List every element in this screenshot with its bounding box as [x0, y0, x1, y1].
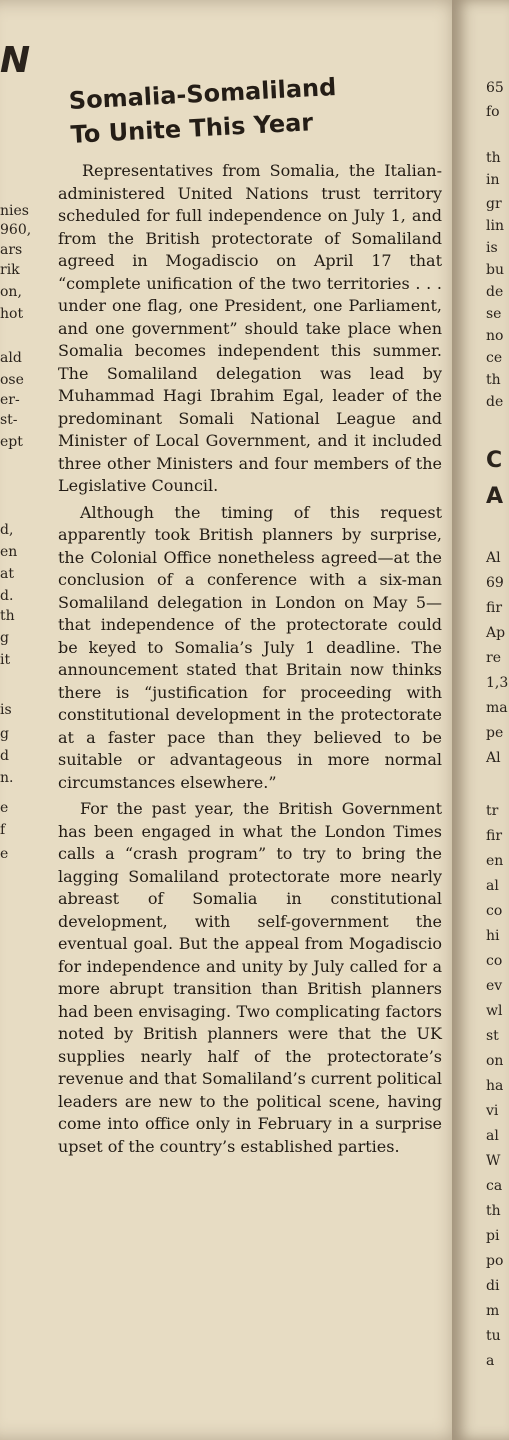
right-fragment-line: no [486, 328, 504, 344]
left-fragment-line: ose [0, 372, 24, 388]
right-fragment-line: en [486, 853, 504, 869]
right-fragment-line: gr [486, 196, 502, 212]
right-fragment-line: ev [486, 978, 503, 994]
right-fragment-line: de [486, 284, 504, 300]
left-fragment-line: d. [0, 588, 14, 604]
headline-line-2: To Unite This Year [69, 108, 314, 149]
right-fragment-line: 1,3 [486, 675, 509, 691]
left-fragment-line: 960, [0, 222, 32, 238]
right-fragment-line: 69 [486, 575, 504, 591]
left-fragment-line: n. [0, 770, 14, 786]
headline-line-1: Somalia-Somaliland [68, 72, 337, 115]
right-fragment-line: ma [486, 700, 508, 716]
right-fragment-line: bu [486, 262, 504, 278]
right-fragment-line: Al [486, 750, 501, 766]
right-page [452, 0, 509, 1440]
left-fragment-line: on, [0, 284, 22, 300]
right-fragment-line: st [486, 1028, 499, 1044]
right-fragment-line: lin [486, 218, 504, 234]
left-fragment-line: d, [0, 522, 14, 538]
left-fragment-line: e [0, 846, 9, 862]
left-fragment-line: nies [0, 203, 29, 219]
right-fragment-line: al [486, 1128, 499, 1144]
right-fragment-line: 65 [486, 80, 504, 96]
left-fragment-line: st- [0, 412, 18, 428]
right-fragment-line: tu [486, 1328, 501, 1344]
right-fragment-line: de [486, 394, 504, 410]
right-fragment-line: pi [486, 1228, 500, 1244]
right-fragment-line: co [486, 903, 503, 919]
right-fragment-line: fo [486, 104, 500, 120]
right-fragment-line: Ap [486, 625, 506, 641]
article-paragraph-2: Although the timing of this request apparently took British planners by surprise, the Colonial Office nonetheless agreed—at the conclusion of a conference with a six-man Somaliland delegation in London on May 5—that independence of the protectorate could be keyed to Somalia’s July 1 deadline. The announcement stated that Britain now thinks there is “justification for proceeding with constitutional development in the protectorate at a faster pace than they believed to be suitable or advantageous in more normal circumstances elsewhere.” [58, 502, 442, 792]
right-fragment-line: ha [486, 1078, 504, 1094]
left-fragment-line: it [0, 652, 11, 668]
left-fragment-line: ald [0, 350, 22, 366]
right-fragment-line: vi [486, 1103, 499, 1119]
right-fragment-line: wl [486, 1003, 503, 1019]
right-fragment-line: di [486, 1278, 500, 1294]
left-fragment-line: er- [0, 392, 20, 408]
left-fragment-line: rik [0, 262, 20, 278]
right-fragment-line: W [486, 1153, 501, 1169]
right-fragment-line: fir [486, 600, 503, 616]
article-paragraph-1: Representatives from Somalia, the Italian-administered United Nations trust territory scheduled for full independence on July 1, and from the British protectorate of Somaliland agreed in Mogadiscio on April 17 that “complete unification of the two territories . . . under one flag, one President, one Parliament, and one government” should take place when Somalia becomes independent this summer. The Somaliland delegation was lead by Muhammad Hagi Ibrahim Egal, leader of the predominant Somali National League and Minister of Local Government, and it included three other Ministers and four members of the Legislative Council. [58, 161, 442, 495]
left-fragment-line: is [0, 702, 12, 718]
right-fragment-line: tr [486, 803, 499, 819]
left-fragment-line: d [0, 748, 9, 764]
right-fragment-line: th [486, 372, 501, 388]
right-fragment-line: ce [486, 350, 503, 366]
left-fragment-line: at [0, 566, 14, 582]
right-fragment-line: al [486, 878, 499, 894]
left-fragment-line: hot [0, 306, 24, 322]
right-fragment-line: Al [486, 550, 501, 566]
right-fragment-line: m [486, 1303, 500, 1319]
right-fragment-line: th [486, 150, 501, 166]
article-paragraph-3: For the past year, the British Government has been engaged in what the London Times calls a “crash program” to try to bring the lagging Somaliland protectorate more nearly abreast of Somalia in constitutional development, with self-government the eventual goal. But the appeal from Mogadiscio for independence and unity by July called for a more abrupt transition than British planners had been envisaging. Two complicating factors noted by British planners were that the UK supplies nearly half of the protectorate’s revenue and that Somaliland’s current political leaders are new to the political scene, having come into office only in February in a surprise upset of the country’s established parties. [58, 799, 442, 1156]
right-fragment-line: a [486, 1353, 495, 1369]
left-fragment-line: g [0, 630, 9, 646]
right-fragment-heading: A [486, 484, 504, 509]
left-fragment-line: g [0, 726, 9, 742]
right-fragment-line: ca [486, 1178, 503, 1194]
header-mark: N [0, 40, 31, 81]
right-fragment-line: is [486, 240, 498, 256]
left-fragment-line: e [0, 800, 9, 816]
left-fragment-line: ars [0, 242, 23, 258]
left-fragment-line: en [0, 544, 18, 560]
right-fragment-line: po [486, 1253, 504, 1269]
right-fragment-line: th [486, 1203, 501, 1219]
article-body [58, 160, 442, 1162]
right-fragment-line: on [486, 1053, 504, 1069]
right-fragment-line: fir [486, 828, 503, 844]
right-fragment-line: re [486, 650, 501, 666]
right-fragment-heading: C [486, 448, 503, 473]
left-fragment-line: f [0, 822, 6, 838]
right-fragment-line: co [486, 953, 503, 969]
left-fragment-line: th [0, 608, 15, 624]
right-fragment-line: pe [486, 725, 504, 741]
right-fragment-line: in [486, 172, 500, 188]
right-fragment-line: se [486, 306, 502, 322]
right-fragment-line: hi [486, 928, 500, 944]
left-fragment-line: ept [0, 434, 23, 450]
